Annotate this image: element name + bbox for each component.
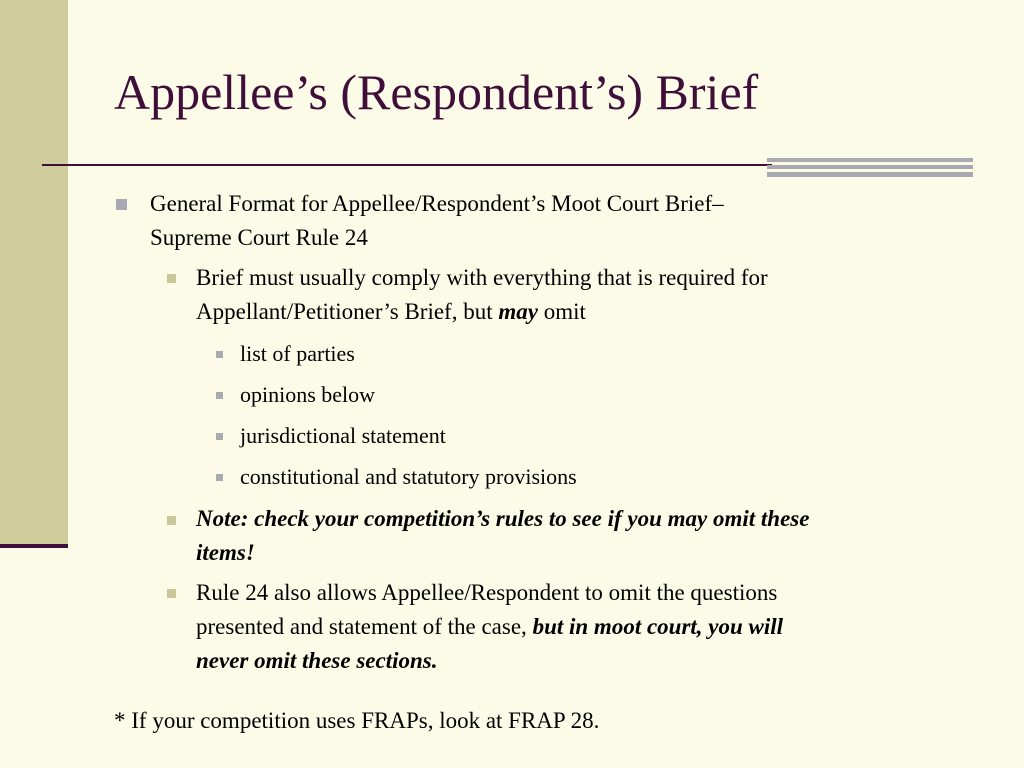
rule24-line2: [196, 610, 783, 644]
omit-item-constitutional-provisions: constitutional and statutory provisions: [240, 464, 577, 489]
bullet-marker-l3: [216, 433, 223, 440]
slide-title: Appellee’s (Respondent’s) Brief: [114, 64, 759, 120]
comply-line2-suffix: omit: [537, 299, 586, 324]
rule24-line2-prefix: presented and statement of the case,: [196, 614, 533, 639]
footnote: * If your competition uses FRAPs, look at FRAP 28.: [114, 708, 600, 733]
bullet-marker-l3: [216, 351, 223, 358]
bullet-marker-l2: [167, 589, 176, 598]
omit-item-list-of-parties: list of parties: [240, 341, 355, 366]
rule24-line1: Rule 24 also allows Appellee/Respondent to omit the questions: [196, 580, 778, 605]
bullet-marker-l3: [216, 392, 223, 399]
bullet-marker-l2: [167, 274, 176, 283]
rule24-line2-emphasis: but in moot court, you will: [532, 614, 784, 639]
omit-item-jurisdictional-statement: jurisdictional statement: [240, 423, 446, 448]
bullet-marker-l2: [167, 516, 176, 525]
comply-line2-emphasis: may: [498, 299, 538, 324]
bullet-marker-l1: [116, 199, 127, 210]
bullet-comply-line2: [196, 295, 586, 329]
bullet-marker-l3: [216, 474, 223, 481]
note-line2: items!: [196, 540, 255, 565]
bullet-general-format-line2: Supreme Court Rule 24: [150, 225, 368, 250]
comply-line2-prefix: Appellant/Petitioner’s Brief, but: [196, 299, 499, 324]
note-line1: Note: check your competition’s rules to see if you may omit these: [196, 506, 810, 531]
bullet-comply-line1: Brief must usually comply with everything that is required for: [196, 265, 768, 290]
rule24-line3: never omit these sections.: [196, 648, 438, 673]
omit-item-opinions-below: opinions below: [240, 382, 376, 407]
bullet-general-format-line1: General Format for Appellee/Respondent’s Moot Court Brief–: [150, 191, 724, 216]
